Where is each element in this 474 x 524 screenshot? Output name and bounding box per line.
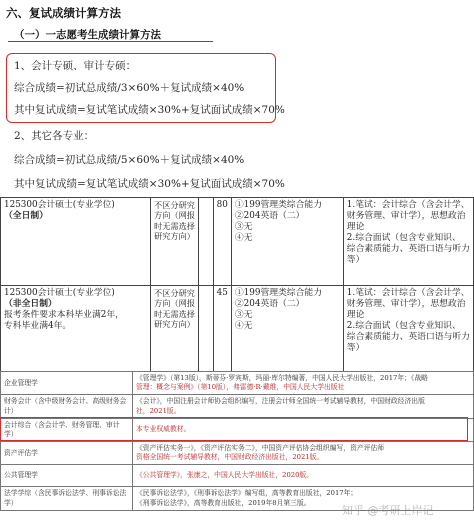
table-row xyxy=(1,372,474,395)
formula-composite-2: 综合成绩=初试总成绩/5×60%＋复试成绩×40% xyxy=(14,154,245,166)
exam-subject: ④无 xyxy=(234,320,253,331)
direction-cell xyxy=(151,198,199,286)
subject-name: 法学学综（含民事诉讼法学、刑事诉讼法学） xyxy=(1,487,133,510)
book-line: 《资产评估实务一》，《资产评估实务二》，中国资产评估协会组织编写，资产评估师 xyxy=(136,444,385,453)
table-row xyxy=(1,198,474,286)
empty-cell xyxy=(198,286,213,372)
book-line: 社，2021版。 xyxy=(136,406,181,415)
exam-subject: ①199管理类综合能力 xyxy=(234,200,323,210)
book-line: 《公共管理学》，张康之，中国人民大学出版社，2020版。 xyxy=(136,471,314,480)
program-name: 125300会计硕士(专业学位) xyxy=(4,200,115,210)
exam-subject: ③无 xyxy=(234,309,253,320)
watermark-text: 知乎 @考研上岸记 xyxy=(342,504,434,517)
retest-cell xyxy=(343,286,473,372)
book-cell xyxy=(133,395,474,418)
direction-line: 研究方向） xyxy=(154,318,195,329)
direction-cell xyxy=(151,286,199,372)
retest-line: 等） xyxy=(346,254,365,265)
program-name-cell xyxy=(1,286,151,372)
empty-cell xyxy=(198,198,213,286)
exam-subject: ②204英语（二） xyxy=(234,210,305,221)
subsection-heading xyxy=(14,27,161,42)
book-line: 资格全国统一考试辅导教材，中国财政经济出版社，2021版。 xyxy=(136,453,324,462)
retest-line: 综合素质能力、英语口语与听力 xyxy=(346,243,470,254)
book-line: 本专业权威教材。 xyxy=(136,425,191,434)
subject-name: 企业管理学 xyxy=(1,372,133,395)
direction-line: 时无需选择 xyxy=(154,308,195,319)
retest-line: 财务管理、审计学），思想政治 xyxy=(346,210,466,221)
program-name-cell xyxy=(1,198,151,286)
retest-cell xyxy=(343,198,473,286)
book-line: 管理：概念与案例》（第10版），弗雷德·R·戴维，中国人民大学出版社 xyxy=(136,383,345,392)
program-mode: （非全日制） xyxy=(4,298,57,309)
quota-cell: 45 xyxy=(213,286,231,372)
quota-cell: 80 xyxy=(213,198,231,286)
highlight-box-accounting-books xyxy=(0,417,468,441)
exam-subject: ④无 xyxy=(234,232,253,243)
book-cell xyxy=(133,372,474,395)
subject-name: 财务会计（含中级财务会计、高级财务会计） xyxy=(1,395,133,418)
exam-subject: ③无 xyxy=(234,221,253,232)
formula-retest-1: 其中复试成绩=复试笔试成绩×30%+复试面试成绩×70% xyxy=(14,104,285,116)
retest-line: 等） xyxy=(346,342,365,353)
exam-subject: ②204英语（二） xyxy=(234,298,305,309)
subject-name: 公共管理学 xyxy=(1,465,133,487)
retest-line: 财务管理、审计学），思想政治 xyxy=(346,298,466,309)
subject-name: 资产评估学 xyxy=(1,442,133,465)
program-mode: （全日制） xyxy=(4,210,48,221)
table-row xyxy=(1,465,474,487)
program-name: 125300会计硕士(专业学位) xyxy=(4,288,115,298)
book-cell xyxy=(133,442,474,465)
section-heading: 六、复试成绩计算方法 xyxy=(6,6,121,20)
book-cell xyxy=(133,465,474,487)
program-requirement: 报考条件要求本科毕业满2年， xyxy=(4,309,124,320)
direction-line: 不区分研究 xyxy=(154,288,195,298)
table-row xyxy=(1,286,474,372)
retest-line: 理论 xyxy=(346,309,365,320)
table-row xyxy=(1,395,474,418)
retest-line: 1.笔试：会计综合（含会计学、 xyxy=(346,200,470,210)
subject-name: 会计综合（含会计学、财务管理、审计学） xyxy=(1,418,133,441)
program-table xyxy=(0,197,474,372)
retest-line: 综合素质能力、英语口语与听力 xyxy=(346,331,470,342)
heading-underline xyxy=(8,41,213,42)
direction-line: 不区分研究 xyxy=(154,200,195,210)
formula-composite-1: 综合成绩=初试总成绩/3×60%＋复试成绩×40% xyxy=(14,82,245,94)
book-line: 《刑事诉讼法学》，高等教育出版社，2019年8月第三版。 xyxy=(136,498,311,507)
direction-line: 研究方向） xyxy=(154,230,195,241)
table-row xyxy=(1,442,474,465)
direction-line: 方向（网报 xyxy=(154,210,195,221)
direction-line: 时无需选择 xyxy=(154,220,195,231)
book-line: 《会计》，中国注册会计师协会组织编写，注册会计师全国统一考试辅导教材，中国财政经济出版 xyxy=(136,397,425,406)
retest-line: 理论 xyxy=(346,221,365,232)
book-line: 《民事诉讼法学》，《刑事诉讼法学》编写组，高等教育出版社，2017年； xyxy=(136,489,358,498)
subsection-heading-text: （一）一志愿考生成绩计算方法 xyxy=(14,29,161,41)
program-requirement: 专科毕业满4年。 xyxy=(4,320,72,331)
book-line: 《管理学》（第13版），斯蒂芬·罗宾斯，玛丽·库尔特编著，中国人民大学出版社，2017年；《战略 xyxy=(136,374,428,382)
formula-item-1: 1、会计专硕、审计专硕： xyxy=(14,60,137,72)
formula-retest-2: 其中复试成绩=复试笔试成绩×30%+复试面试成绩×70% xyxy=(14,178,285,190)
exam-subjects-cell xyxy=(231,286,343,372)
direction-line: 方向（网报 xyxy=(154,298,195,309)
formula-item-2: 2、其它各专业： xyxy=(14,130,95,142)
exam-subjects-cell xyxy=(231,198,343,286)
exam-subject: ①199管理类综合能力 xyxy=(234,288,323,298)
retest-line: 2.综合面试（包含专业知识、 xyxy=(346,320,461,331)
retest-line: 1.笔试：会计综合（含会计学、 xyxy=(346,288,470,298)
retest-line: 2.综合面试（包含专业知识、 xyxy=(346,232,461,243)
